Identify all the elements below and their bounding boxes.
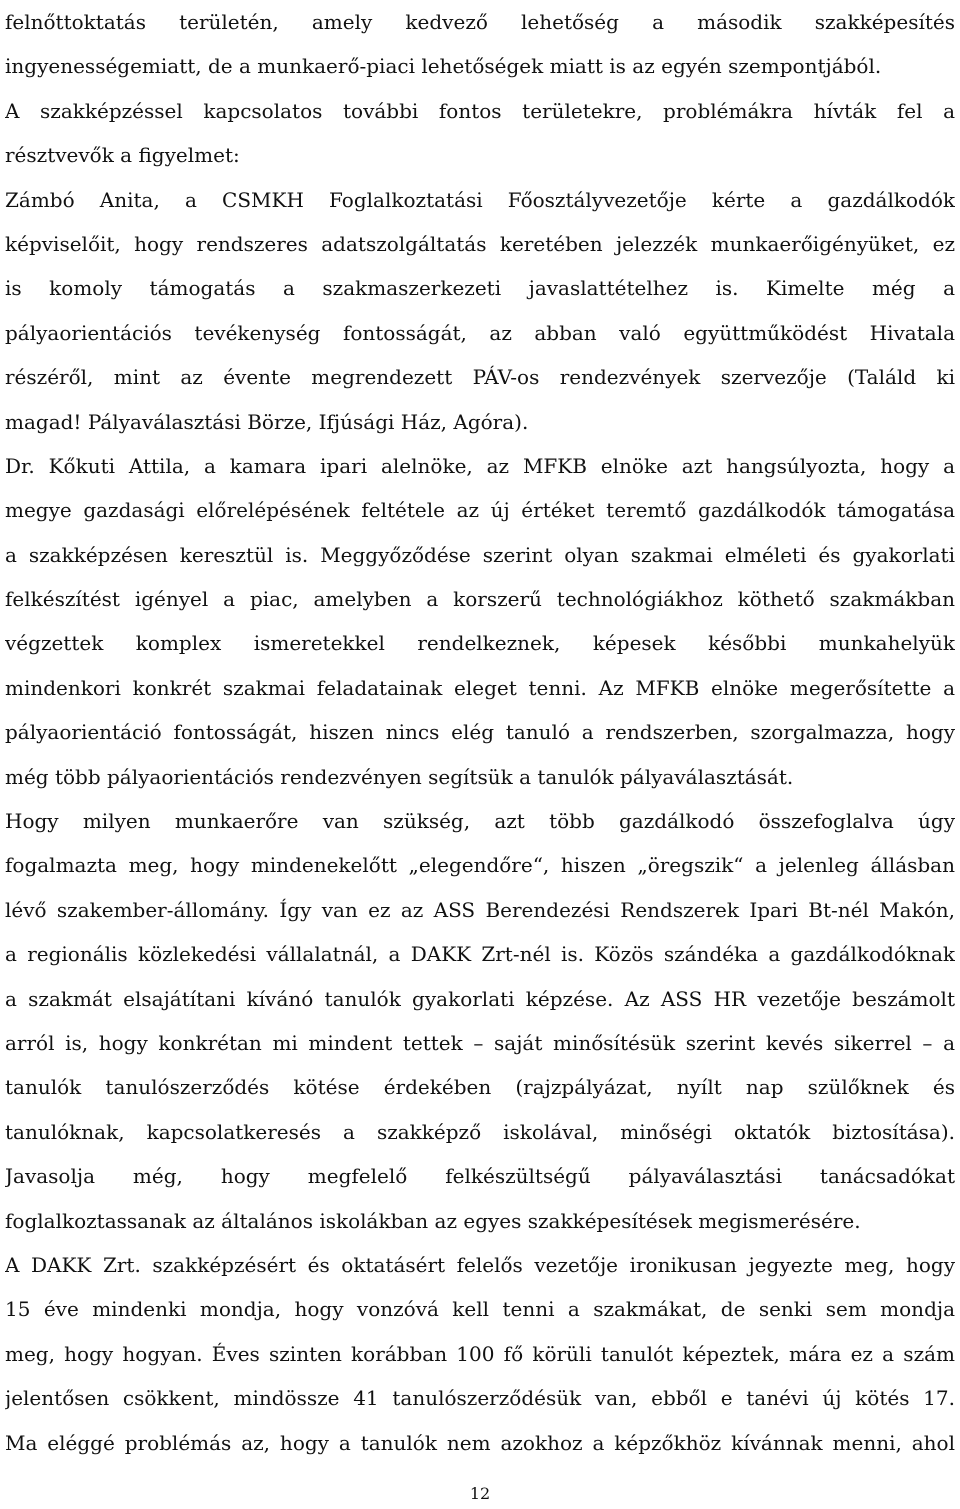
text-line: tanulóknak, kapcsolatkeresés a szakképző iskolával, minőségi oktatók biztosítása). [5, 1119, 955, 1144]
text-line: pályaorientációs tevékenység fontosságát, az abban való együttműködést Hivatala [5, 320, 955, 345]
text-line: A DAKK Zrt. szakképzésért és oktatásért felelős vezetője ironikusan jegyezte meg, hogy [5, 1252, 955, 1277]
text-line: Ma eléggé problémás az, hogy a tanulók nem azokhoz a képzőkhöz kívánnak menni, ahol [5, 1430, 955, 1455]
text-line: Hogy milyen munkaerőre van szükség, azt több gazdálkodó összefoglalva úgy [5, 809, 955, 834]
text-line: fogalmazta meg, hogy mindenekelőtt „elegendőre“, hiszen „öregszik“ a jelenleg állásban [5, 853, 955, 878]
text-line: ingyenességemiatt, de a munkaerő-piaci lehetőségek miatt is az egyén szempontjából. [5, 54, 882, 79]
page-number: 12 [469, 1484, 491, 1503]
text-line: felkészítést igényel a piac, amelyben a korszerű technológiákhoz köthető szakmákban [5, 587, 955, 612]
text-line: részéről, mint az évente megrendezett PÁV-os rendezvények szervezője (Találd ki [5, 365, 955, 390]
text-line: a szakmát elsajátítani kívánó tanulók gyakorlati képzése. Az ASS HR vezetője beszámolt [5, 986, 955, 1011]
text-line: mindenkori konkrét szakmai feladatainak eleget tenni. Az MFKB elnöke megerősítette a [5, 675, 955, 700]
text-line: magad! Pályaválasztási Börze, Ifjúsági Ház, Agóra). [5, 409, 529, 434]
text-line: megye gazdasági előrelépésének feltétele az új értéket teremtő gazdálkodók támogatása [5, 498, 955, 523]
text-line: foglalkoztassanak az általános iskolákban az egyes szakképesítések megismerésére. [5, 1208, 861, 1233]
text-line: tanulók tanulószerződés kötése érdekében (rajzpályázat, nyílt nap szülőknek és [5, 1075, 955, 1100]
text-line: Dr. Kőkuti Attila, a kamara ipari alelnöke, az MFKB elnöke azt hangsúlyozta, hogy a [5, 453, 955, 478]
text-line: végzettek komplex ismeretekkel rendelkeznek, képesek későbbi munkahelyük [5, 631, 955, 656]
text-line: A szakképzéssel kapcsolatos további fontos területekre, problémákra hívták fel a [5, 98, 955, 123]
text-line: felnőttoktatás területén, amely kedvező lehetőség a második szakképesítés [5, 10, 955, 34]
text-line: képviselőit, hogy rendszeres adatszolgáltatás keretében jelezzék munkaerőigényüket, ez [5, 231, 955, 256]
text-line: meg, hogy hogyan. Éves szinten korábban 100 fő körüli tanulót képeztek, mára ez a szám [5, 1341, 955, 1366]
text-line: a szakképzésen keresztül is. Meggyőződése szerint olyan szakmai elméleti és gyakorlati [5, 542, 955, 567]
document-body [5, 0, 955, 1465]
text-line: résztvevők a figyelmet: [5, 143, 240, 168]
text-line: még több pályaorientációs rendezvényen segítsük a tanulók pályaválasztását. [5, 764, 794, 789]
text-line: arról is, hogy konkrétan mi mindent tettek – saját minősítésük szerint kevés sikerrel – a [5, 1030, 955, 1055]
text-line: is komoly támogatás a szakmaszerkezeti javaslattételhez is. Kimelte még a [5, 276, 955, 301]
text-line: jelentősen csökkent, mindössze 41 tanulószerződésük van, ebből e tanévi új kötés 17. [5, 1386, 955, 1411]
text-line: pályaorientáció fontosságát, hiszen nincs elég tanuló a rendszerben, szorgalmazza, hogy [5, 720, 955, 745]
text-line: 15 éve mindenki mondja, hogy vonzóvá kell tenni a szakmákat, de senki sem mondja [5, 1297, 955, 1322]
text-line: a regionális közlekedési vállalatnál, a DAKK Zrt-nél is. Közös szándéka a gazdálkodóknak [5, 942, 955, 967]
text-line: Zámbó Anita, a CSMKH Foglalkoztatási Főosztályvezetője kérte a gazdálkodók [5, 187, 955, 212]
text-line: lévő szakember-állomány. Így van ez az ASS Berendezési Rendszerek Ipari Bt-nél Makón, [5, 897, 955, 922]
text-line: Javasolja még, hogy megfelelő felkészültségű pályaválasztási tanácsadókat [5, 1164, 955, 1189]
